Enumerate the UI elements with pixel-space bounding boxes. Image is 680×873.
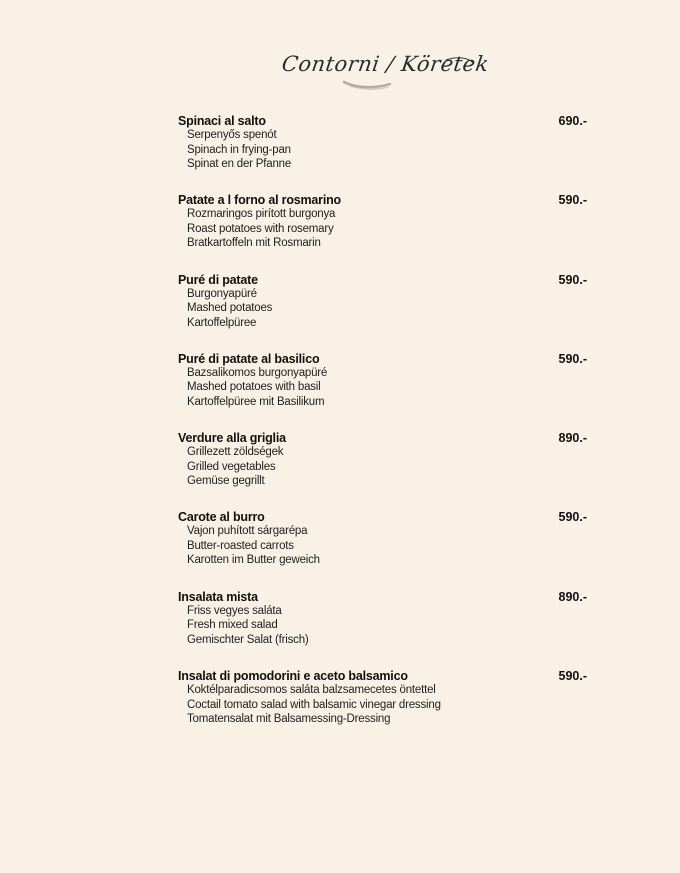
item-desc-hu: Rozmaringos pirított burgonya <box>187 208 336 221</box>
item-price: 590.- <box>558 669 587 684</box>
item-desc-en: Mashed potatoes <box>187 302 273 315</box>
menu-item-pure-patate <box>178 273 590 352</box>
item-desc-hu: Serpenyős spenót <box>187 129 277 141</box>
item-name: Insalat di pomodorini e aceto balsamico <box>178 669 408 684</box>
item-desc-en: Butter-roasted carrots <box>187 539 294 552</box>
item-desc-en: Fresh mixed salad <box>187 619 278 632</box>
item-desc-en: Mashed potatoes with basil <box>187 381 321 394</box>
menu-item-verdure-griglia <box>178 431 590 510</box>
item-desc-hu: Burgonyapüré <box>187 287 257 300</box>
item-desc-en: Coctail tomato salad with balsamic vinegar dressing <box>187 698 441 711</box>
item-desc-de: Tomatensalat mit Balsamessing-Dressing <box>187 713 391 726</box>
item-desc-de: Kartoffelpüree <box>187 316 257 329</box>
item-price: 590.- <box>558 272 587 287</box>
item-desc-de: Kartoffelpüree mit Basilikum <box>187 395 325 408</box>
menu-item-patate-forno <box>178 193 590 272</box>
menu-item-insalata-mista <box>178 590 590 669</box>
item-desc-en: Roast potatoes with rosemary <box>187 222 334 235</box>
item-desc-de: Bratkartoffeln mit Rosmarin <box>187 237 321 250</box>
item-price: 890.- <box>558 431 587 446</box>
item-desc-de: Karotten im Butter geweich <box>187 554 320 567</box>
item-desc-de: Gemischter Salat (frisch) <box>187 633 309 646</box>
menu-item-spinaci <box>178 114 590 193</box>
item-name: Verdure alla griglia <box>178 431 286 446</box>
item-name: Insalata mista <box>178 589 258 604</box>
item-name: Puré di patate al basilico <box>178 351 320 366</box>
menu-item-pure-basilico <box>178 352 590 431</box>
item-price: 590.- <box>558 510 587 525</box>
menu-item-insalata-pomodorini <box>178 669 590 748</box>
item-name: Carote al burro <box>178 510 265 525</box>
item-name: Patate a l forno al rosmarino <box>178 193 341 208</box>
item-name: Spinaci al salto <box>178 114 266 128</box>
item-price: 590.- <box>558 351 587 366</box>
item-price: 690.- <box>558 114 587 128</box>
item-desc-hu: Koktélparadicsomos saláta balzsamecetes öntettel <box>187 684 436 697</box>
item-desc-hu: Grillezett zöldségek <box>187 446 284 459</box>
menu-list <box>178 114 590 748</box>
item-desc-en: Grilled vegetables <box>187 460 276 473</box>
item-desc-hu: Friss vegyes saláta <box>187 604 282 617</box>
item-desc-de: Spinat en der Pfanne <box>187 158 292 170</box>
page-header <box>270 44 490 94</box>
page-title: Contorni / Köretek <box>280 52 491 76</box>
item-desc-hu: Vajon puhított sárgarépa <box>187 525 308 538</box>
menu-item-carote-burro <box>178 510 590 589</box>
item-desc-hu: Bazsalikomos burgonyapüré <box>187 366 328 379</box>
item-desc-de: Gemüse gegrillt <box>187 475 265 488</box>
item-price: 590.- <box>558 193 587 208</box>
item-name: Puré di patate <box>178 272 258 287</box>
item-price: 890.- <box>558 589 587 604</box>
item-desc-en: Spinach in frying-pan <box>187 143 291 156</box>
